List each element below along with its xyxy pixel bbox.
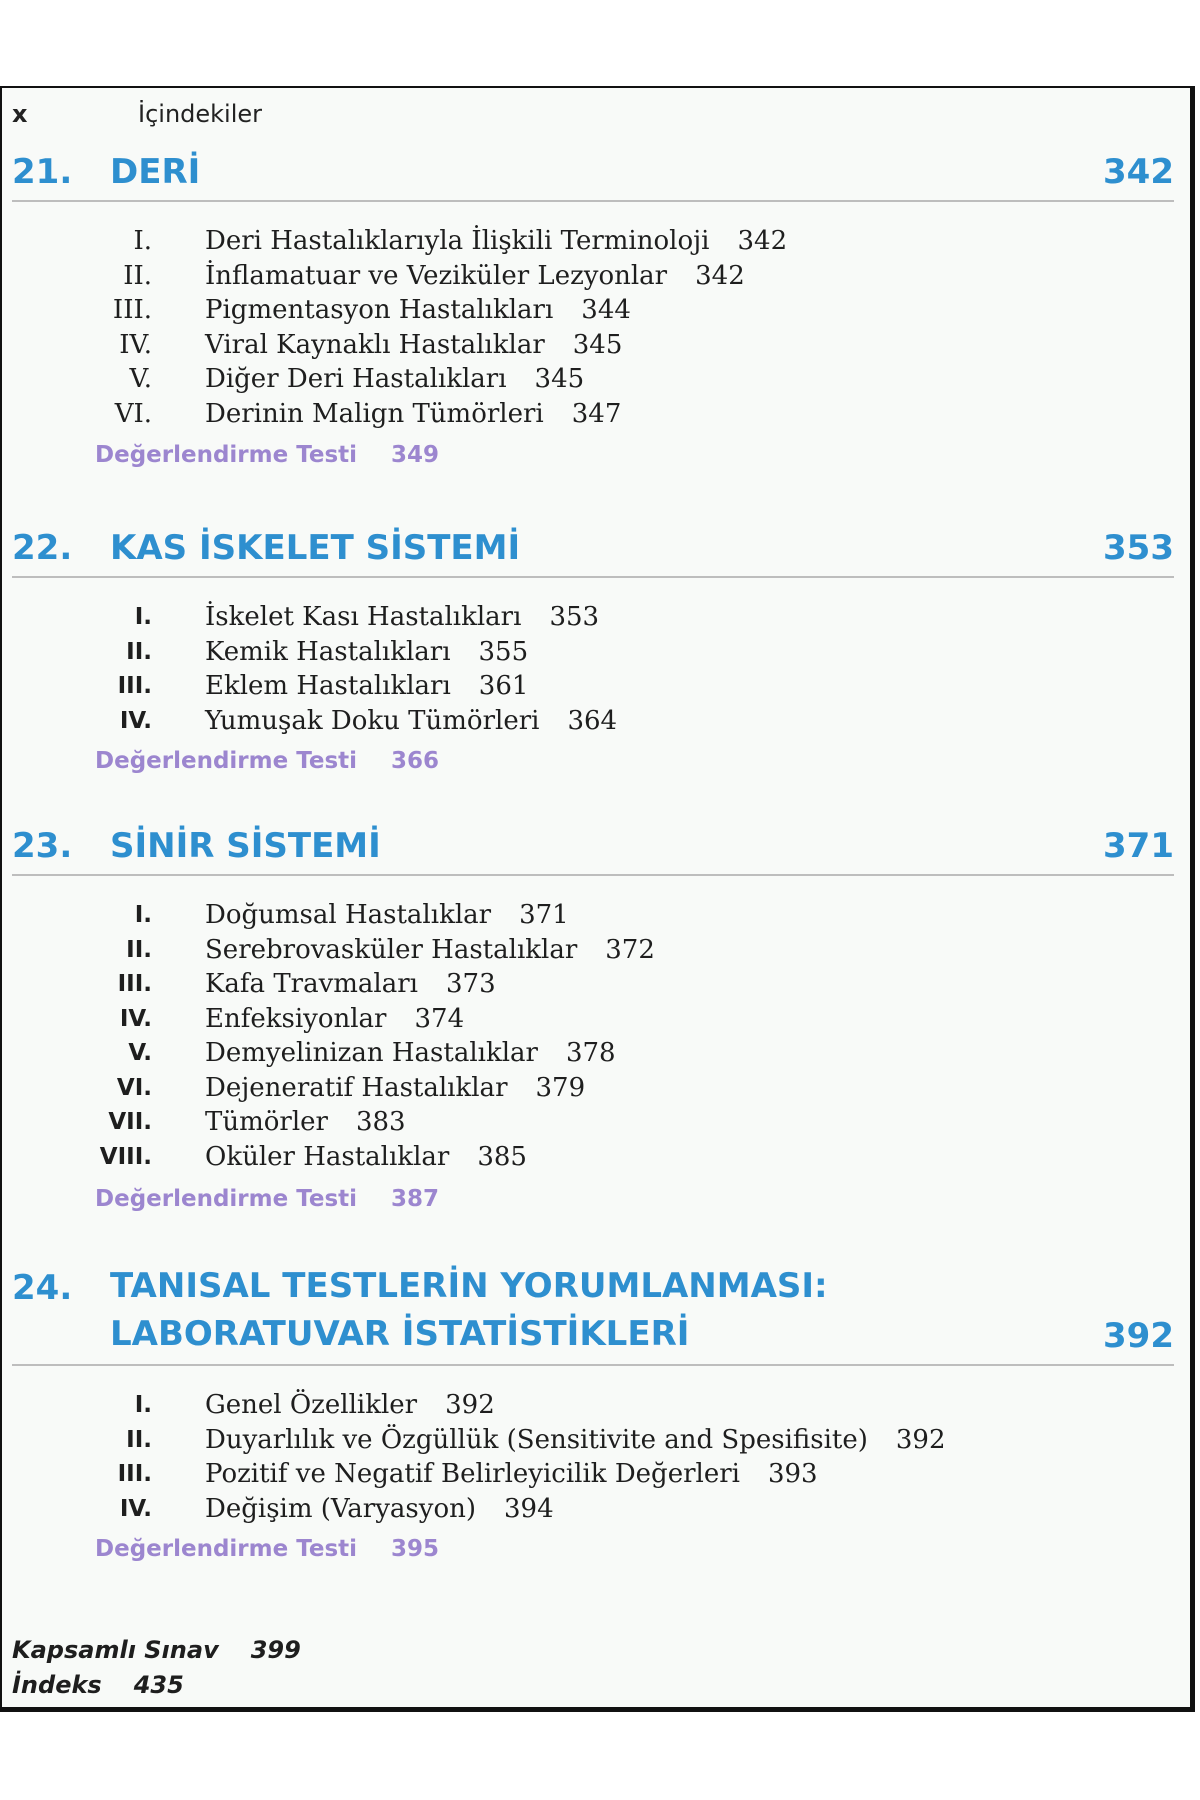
section-numeral: III. bbox=[117, 971, 152, 997]
section-title: Duyarlılık ve Özgüllük (Sensitivite and Spesifisite) bbox=[205, 1424, 868, 1455]
assessment-test-label: Değerlendirme Testi bbox=[95, 1186, 358, 1212]
toc-entry[interactable] bbox=[2, 399, 1102, 434]
toc-entry[interactable] bbox=[2, 364, 1102, 399]
assessment-test-label: Değerlendirme Testi bbox=[95, 442, 358, 468]
section-page: 394 bbox=[504, 1493, 554, 1524]
assessment-test-label: Değerlendirme Testi bbox=[95, 748, 358, 774]
section-page: 378 bbox=[565, 1038, 616, 1068]
section-page: 385 bbox=[477, 1141, 527, 1172]
back-matter-page: 399 bbox=[250, 1636, 301, 1664]
section-page: 355 bbox=[478, 636, 529, 667]
section-numeral: II. bbox=[126, 1426, 152, 1453]
toc-entry[interactable] bbox=[2, 671, 1102, 706]
section-numeral: VII. bbox=[108, 1109, 152, 1135]
chapter-title: SİNİR SİSTEMİ bbox=[110, 826, 381, 866]
section-title: Demyelinizan Hastalıklar bbox=[205, 1038, 538, 1068]
back-matter-comprehensive-exam[interactable] bbox=[12, 1636, 301, 1664]
toc-entry[interactable] bbox=[2, 1459, 1102, 1494]
section-numeral: IV. bbox=[119, 1495, 152, 1522]
section-page: 344 bbox=[581, 295, 631, 325]
toc-entry[interactable] bbox=[2, 1038, 1102, 1073]
chapter-page: 392 bbox=[1103, 1316, 1174, 1356]
toc-entry[interactable] bbox=[2, 1142, 1102, 1177]
assessment-test-page: 387 bbox=[391, 1186, 440, 1212]
section-numeral: IV. bbox=[119, 329, 152, 360]
toc-entry[interactable] bbox=[2, 295, 1102, 330]
toc-entry[interactable] bbox=[2, 935, 1102, 970]
toc-entry[interactable] bbox=[2, 1425, 1102, 1460]
running-head bbox=[12, 100, 263, 128]
section-title: İnflamatuar ve Veziküler Lezyonlar bbox=[205, 260, 668, 291]
section-list bbox=[2, 900, 1102, 1176]
section-title: Eklem Hastalıkları bbox=[205, 671, 451, 701]
back-matter-index[interactable] bbox=[12, 1671, 184, 1699]
assessment-test-page: 366 bbox=[391, 748, 440, 774]
section-page: 353 bbox=[549, 602, 600, 632]
section-numeral: II. bbox=[126, 936, 152, 963]
chapter-page: 371 bbox=[1103, 826, 1174, 866]
chapter-page: 342 bbox=[1103, 152, 1174, 192]
section-title: Derinin Malign Tümörleri bbox=[205, 398, 544, 429]
toc-entry[interactable] bbox=[2, 261, 1102, 296]
divider bbox=[12, 874, 1174, 876]
section-title: Tümörler bbox=[205, 1107, 328, 1137]
toc-entry[interactable] bbox=[2, 900, 1102, 935]
section-title: Genel Özellikler bbox=[205, 1390, 418, 1420]
chapter-title bbox=[110, 1262, 828, 1358]
section-numeral: III. bbox=[117, 673, 152, 699]
section-title: Oküler Hastalıklar bbox=[205, 1141, 450, 1172]
assessment-test-link[interactable] bbox=[95, 1186, 439, 1212]
section-page: 393 bbox=[767, 1459, 818, 1489]
section-page: 373 bbox=[446, 969, 496, 999]
section-title: Kemik Hastalıkları bbox=[205, 636, 451, 667]
section-title: Pigmentasyon Hastalıkları bbox=[205, 295, 554, 325]
section-numeral: I. bbox=[134, 604, 152, 630]
section-title: Dejeneratif Hastalıklar bbox=[205, 1072, 508, 1103]
back-matter-label: İndeks bbox=[12, 1671, 102, 1699]
section-title: Kafa Travmaları bbox=[205, 969, 418, 999]
toc-entry[interactable] bbox=[2, 330, 1102, 365]
assessment-test-page: 395 bbox=[391, 1536, 440, 1562]
section-title: Diğer Deri Hastalıkları bbox=[205, 364, 507, 394]
section-list bbox=[2, 1390, 1102, 1528]
section-page: 392 bbox=[445, 1390, 495, 1420]
section-title: İskelet Kası Hastalıkları bbox=[205, 602, 522, 632]
running-head-title: İçindekiler bbox=[138, 100, 263, 128]
toc-entry[interactable] bbox=[2, 706, 1102, 741]
chapter-number: 22. bbox=[12, 528, 73, 568]
section-page: 379 bbox=[535, 1072, 586, 1103]
divider bbox=[12, 200, 1174, 202]
section-numeral: V. bbox=[129, 364, 152, 394]
section-numeral: V. bbox=[128, 1040, 152, 1066]
toc-entry[interactable] bbox=[2, 1107, 1102, 1142]
toc-entry[interactable] bbox=[2, 1004, 1102, 1039]
toc-entry[interactable] bbox=[2, 1073, 1102, 1108]
chapter-page: 353 bbox=[1103, 528, 1174, 568]
section-title: Pozitif ve Negatif Belirleyicilik Değerleri bbox=[205, 1459, 740, 1489]
section-title: Doğumsal Hastalıklar bbox=[205, 900, 492, 930]
section-numeral: VI. bbox=[114, 398, 152, 429]
section-numeral: I. bbox=[134, 1392, 152, 1418]
divider bbox=[12, 1364, 1174, 1366]
section-numeral: IV. bbox=[119, 707, 152, 734]
section-page: 383 bbox=[355, 1107, 406, 1137]
assessment-test-label: Değerlendirme Testi bbox=[95, 1536, 358, 1562]
chapter-title-line-2: LABORATUVAR İSTATİSTİKLERİ bbox=[110, 1314, 690, 1354]
section-page: 345 bbox=[534, 364, 585, 394]
toc-entry[interactable] bbox=[2, 637, 1102, 672]
back-matter-label: Kapsamlı Sınav bbox=[12, 1636, 219, 1664]
assessment-test-link[interactable] bbox=[95, 748, 439, 774]
section-title: Değişim (Varyasyon) bbox=[205, 1493, 476, 1524]
chapter-number: 24. bbox=[12, 1268, 73, 1308]
section-numeral: II. bbox=[123, 260, 152, 291]
divider bbox=[12, 576, 1174, 578]
section-page: 342 bbox=[695, 260, 745, 291]
section-title: Enfeksiyonlar bbox=[205, 1003, 387, 1034]
chapter-title: DERİ bbox=[110, 152, 201, 192]
section-page: 347 bbox=[571, 398, 622, 429]
section-numeral: I. bbox=[134, 902, 152, 928]
section-numeral: II. bbox=[126, 638, 152, 665]
toc-entry[interactable] bbox=[2, 969, 1102, 1004]
section-page: 372 bbox=[605, 934, 655, 965]
section-list bbox=[2, 602, 1102, 740]
assessment-test-page: 349 bbox=[391, 442, 440, 468]
page-marker: x bbox=[12, 100, 28, 128]
section-title: Yumuşak Doku Tümörleri bbox=[205, 705, 540, 736]
chapter-title-line-1: TANISAL TESTLERİN YORUMLANMASI: bbox=[110, 1266, 828, 1306]
toc-entry[interactable] bbox=[2, 226, 1102, 261]
assessment-test-link[interactable] bbox=[95, 1536, 439, 1562]
section-list bbox=[2, 226, 1102, 433]
section-title: Serebrovasküler Hastalıklar bbox=[205, 934, 578, 965]
chapter-number: 23. bbox=[12, 826, 73, 866]
toc-entry[interactable] bbox=[2, 602, 1102, 637]
section-numeral: III. bbox=[112, 295, 152, 325]
section-numeral: III. bbox=[117, 1461, 152, 1487]
toc-entry[interactable] bbox=[2, 1390, 1102, 1425]
section-page: 374 bbox=[414, 1003, 465, 1034]
section-page: 364 bbox=[567, 705, 618, 736]
chapter-number: 21. bbox=[12, 152, 73, 192]
section-page: 392 bbox=[895, 1424, 946, 1455]
section-page: 345 bbox=[572, 329, 623, 360]
section-numeral: VIII. bbox=[99, 1143, 152, 1170]
section-numeral: VI. bbox=[116, 1074, 152, 1101]
section-title: Deri Hastalıklarıyla İlişkili Terminoloji bbox=[205, 226, 710, 256]
section-page: 371 bbox=[519, 900, 569, 930]
toc-page bbox=[0, 86, 1195, 1712]
section-title: Viral Kaynaklı Hastalıklar bbox=[205, 329, 545, 360]
section-page: 361 bbox=[478, 671, 529, 701]
chapter-title: KAS İSKELET SİSTEMİ bbox=[110, 528, 521, 568]
back-matter-page: 435 bbox=[133, 1671, 184, 1699]
section-numeral: IV. bbox=[119, 1005, 152, 1032]
assessment-test-link[interactable] bbox=[95, 442, 439, 468]
section-page: 342 bbox=[737, 226, 788, 256]
toc-entry[interactable] bbox=[2, 1494, 1102, 1529]
section-numeral: I. bbox=[133, 226, 152, 256]
